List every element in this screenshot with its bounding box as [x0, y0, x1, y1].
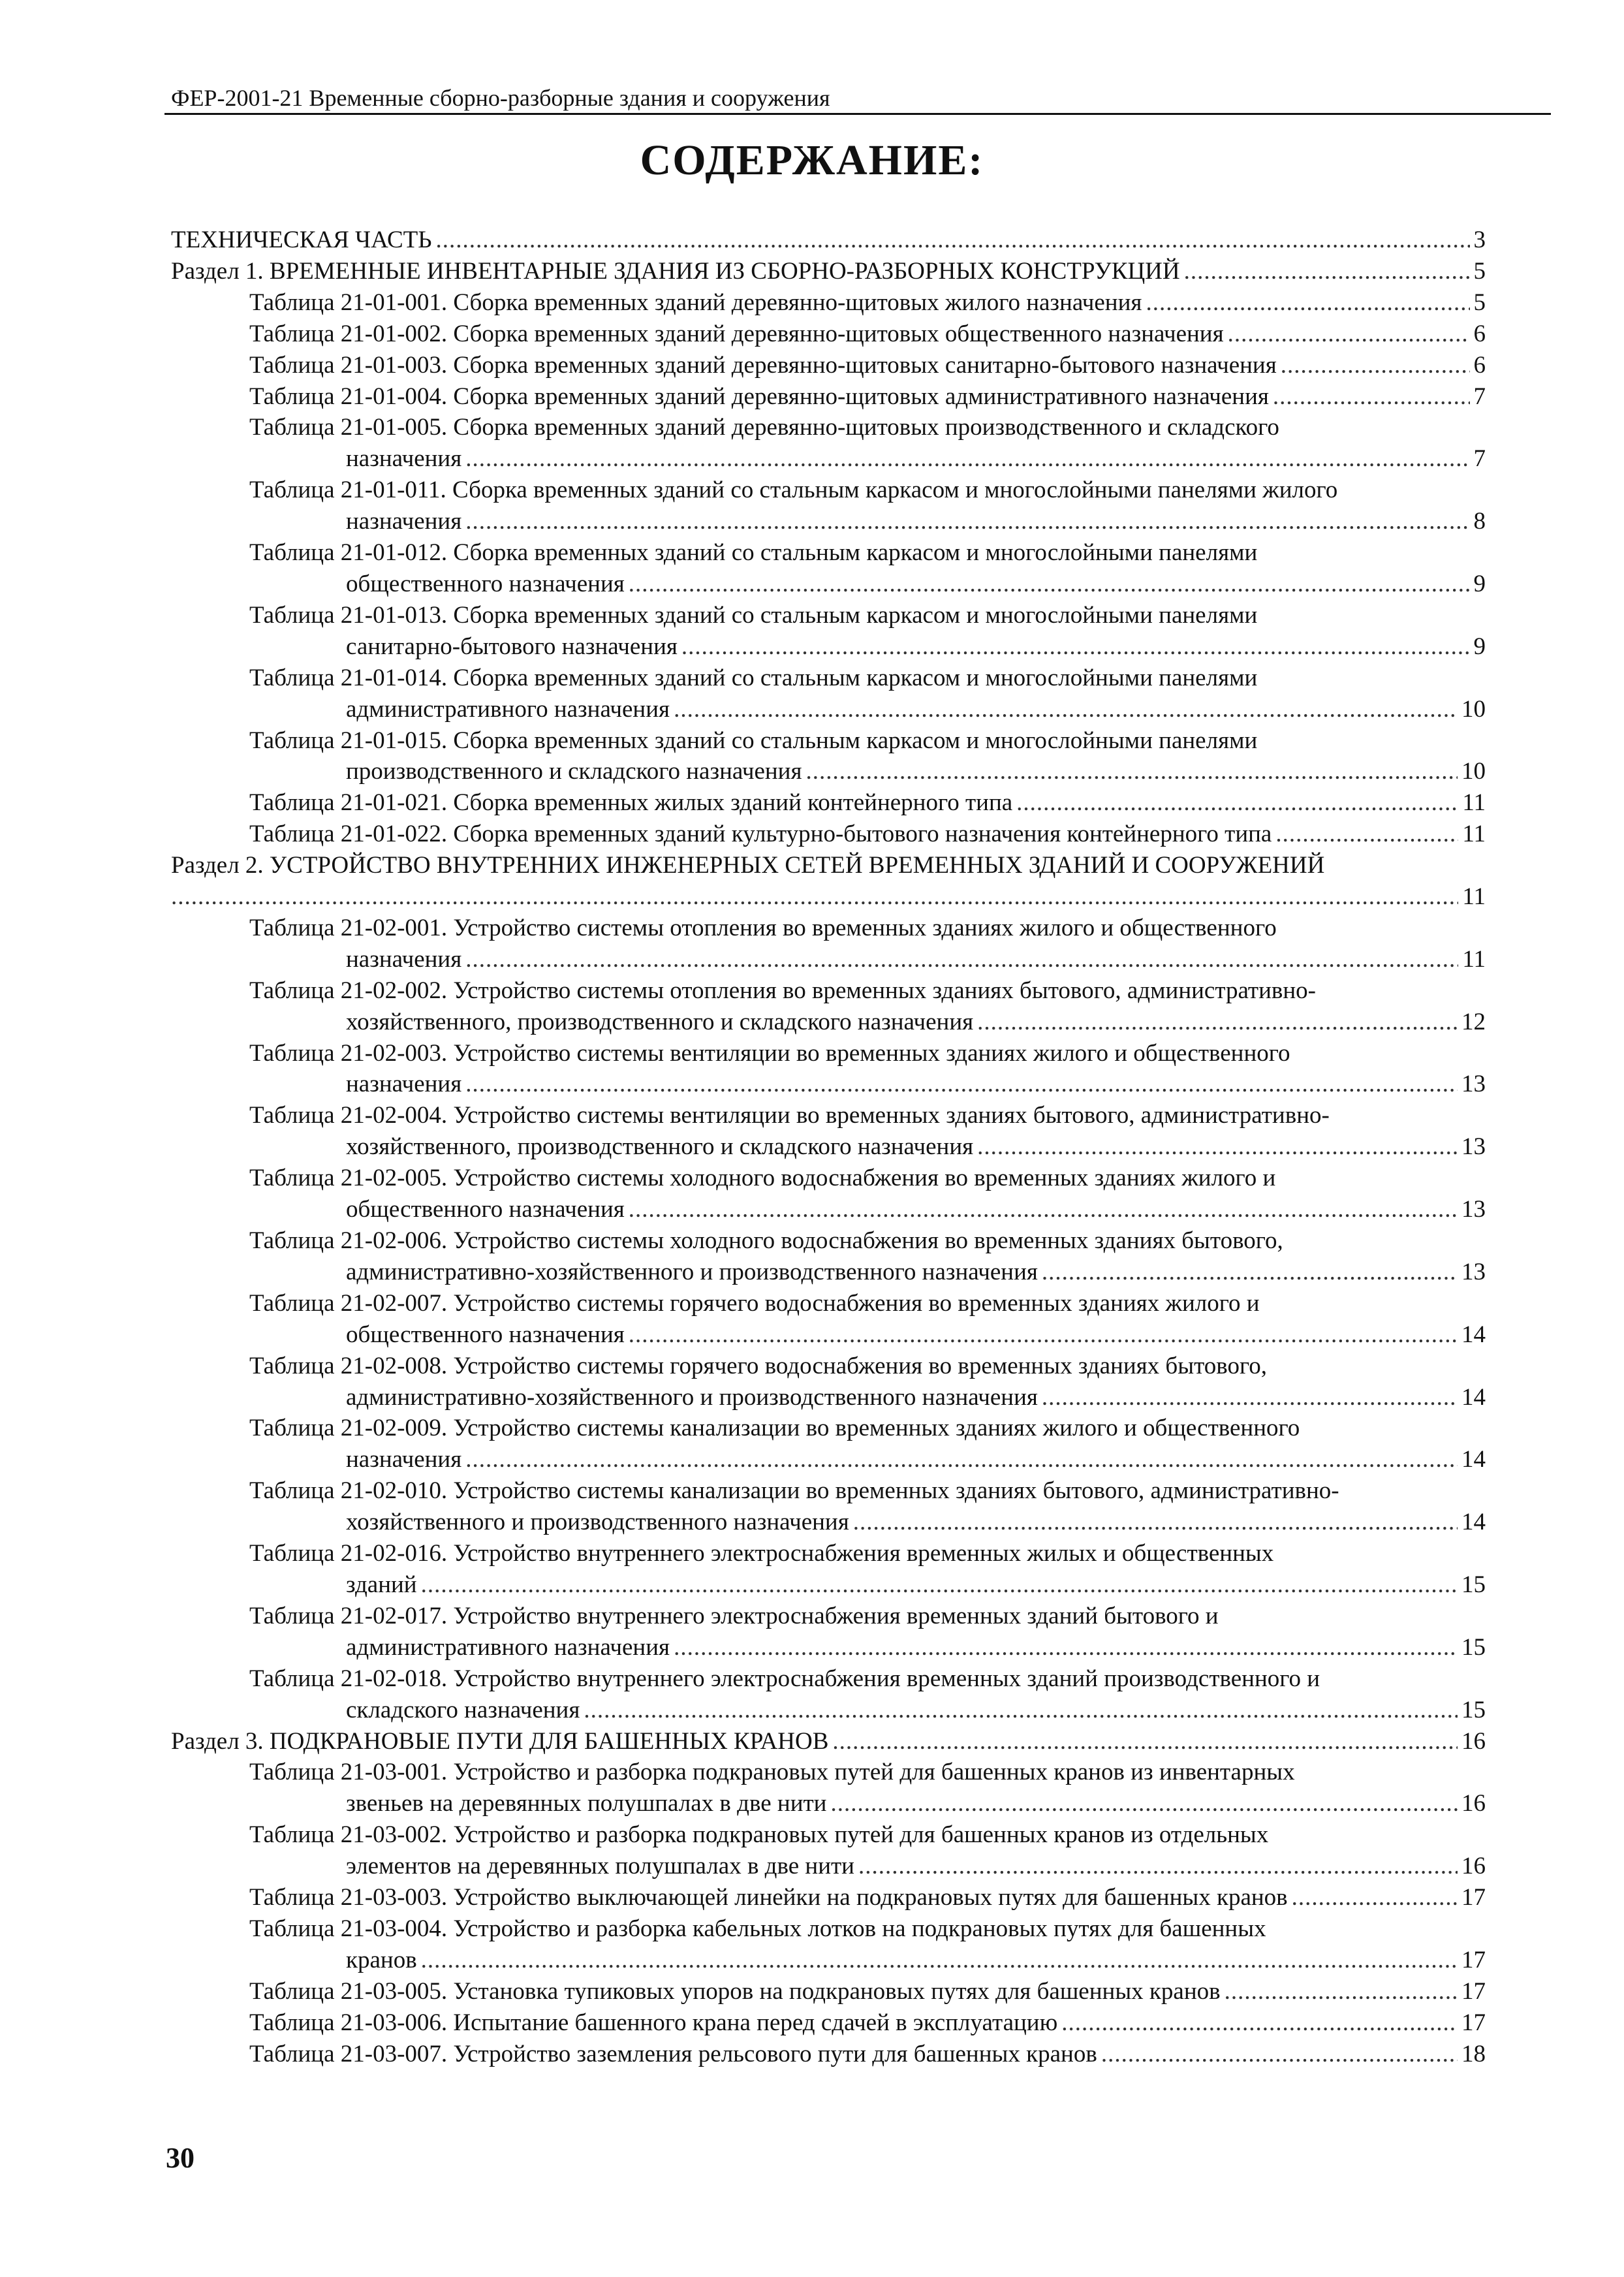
toc-table-entry-line — [171, 1632, 1486, 1663]
toc-table-entry-line — [171, 1475, 1486, 1507]
toc-page-number: 6 — [1473, 320, 1486, 347]
toc-entry-label: административного назначения — [346, 695, 670, 723]
toc-entry-label: Раздел 1. ВРЕМЕННЫЕ ИНВЕНТАРНЫЕ ЗДАНИЯ ИЗ СБОРНО-РАЗБОРНЫХ КОНСТРУКЦИЙ — [171, 257, 1180, 285]
toc-dot-leader — [465, 1069, 1458, 1100]
toc-table-entry-line — [171, 1819, 1486, 1851]
toc-entry-label: Таблица 21-02-009. Устройство системы канализации во временных зданиях жилого и общественного — [249, 1415, 1300, 1442]
toc-dot-leader — [1016, 787, 1458, 819]
toc-dot-leader — [1273, 381, 1470, 413]
toc-table-entry-line — [171, 1100, 1486, 1131]
toc-table-entry-line — [171, 725, 1486, 757]
toc-entry-label: складского назначения — [346, 1696, 580, 1723]
toc-entry-label: Таблица 21-02-001. Устройство системы отопления во временных зданиях жилого и общественного — [249, 914, 1277, 941]
toc-entry-label: Таблица 21-01-021. Сборка временных жилых зданий контейнерного типа — [249, 789, 1013, 817]
toc-entry-label: общественного назначения — [346, 570, 625, 597]
table-of-contents — [171, 225, 1486, 2069]
toc-table-entry-line — [171, 1038, 1486, 1069]
toc-dot-leader — [1042, 1257, 1458, 1288]
toc-page-number: 16 — [1461, 1790, 1486, 1817]
toc-entry-label: Таблица 21-03-005. Установка тупиковых упоров на подкрановых путях для башенных кранов — [249, 1977, 1221, 2005]
toc-entry-label: Таблица 21-02-006. Устройство системы холодного водоснабжения во временных зданиях бытового, — [249, 1227, 1283, 1254]
toc-entry-label: Таблица 21-01-013. Сборка временных зданий со стальным каркасом и многослойными панелями — [249, 601, 1258, 629]
toc-table-entry-line — [171, 1913, 1486, 1945]
toc-entry-label: Таблица 21-02-002. Устройство системы отопления во временных зданиях бытового, административно- — [249, 977, 1316, 1004]
page-number: 30 — [166, 2142, 195, 2174]
toc-table-entry-line — [171, 319, 1486, 350]
toc-dot-leader — [465, 1444, 1458, 1475]
toc-table-entry-line — [171, 537, 1486, 569]
toc-dot-leader — [629, 569, 1470, 600]
toc-page-number: 14 — [1461, 1383, 1486, 1411]
toc-page-number: 14 — [1461, 1321, 1486, 1348]
toc-page-number: 7 — [1473, 445, 1486, 473]
toc-entry-label: ТЕХНИЧЕСКАЯ ЧАСТЬ — [171, 227, 432, 253]
toc-table-entry-line — [171, 1351, 1486, 1382]
toc-entry-label: Таблица 21-01-014. Сборка временных зданий со стальным каркасом и многослойными панелями — [249, 664, 1258, 691]
toc-entry-label: звеньев на деревянных полушпалах в две нити — [346, 1790, 827, 1817]
toc-page-number: 14 — [1461, 1509, 1486, 1536]
toc-entry-label: Таблица 21-02-007. Устройство системы горячего водоснабжения во временных зданиях жилого и — [249, 1289, 1260, 1317]
toc-table-entry-line — [171, 1788, 1486, 1819]
toc-page-number: 13 — [1461, 1196, 1486, 1223]
toc-page-number: 12 — [1461, 1008, 1486, 1035]
toc-page-number: 15 — [1461, 1571, 1486, 1598]
toc-entry-label: Таблица 21-03-006. Испытание башенного крана перед сдачей в эксплуатацию — [249, 2009, 1058, 2036]
toc-entry-label: Раздел 2. УСТРОЙСТВО ВНУТРЕННИХ ИНЖЕНЕРНЫХ СЕТЕЙ ВРЕМЕННЫХ ЗДАНИЙ И СООРУЖЕНИЙ — [171, 852, 1325, 879]
toc-entry-label: общественного назначения — [346, 1196, 625, 1223]
toc-entry-label: Таблица 21-02-005. Устройство системы холодного водоснабжения во временных зданиях жилого и — [249, 1165, 1276, 1192]
toc-entry-label: кранов — [346, 1946, 417, 1973]
toc-dot-leader — [421, 1945, 1458, 1976]
toc-entry-label: хозяйственного, производственного и складского назначения — [346, 1008, 974, 1035]
toc-table-entry-line — [171, 2039, 1486, 2070]
toc-entry-label: назначения — [346, 945, 462, 973]
toc-entry-label: Таблица 21-03-003. Устройство выключающей линейки на подкрановых путях для башенных кранов — [249, 1884, 1288, 1911]
toc-dot-leader — [853, 1507, 1458, 1538]
toc-table-entry-line — [171, 1319, 1486, 1351]
toc-table-entry-line — [171, 569, 1486, 600]
toc-entry-label: Таблица 21-03-004. Устройство и разборка кабельных лотков на подкрановых путях для башенных — [249, 1915, 1266, 1942]
toc-dot-leader — [1292, 1882, 1458, 1913]
toc-entry-label: Таблица 21-03-001. Устройство и разборка подкрановых путей для башенных кранов из инвентарных — [249, 1759, 1295, 1786]
toc-table-entry-line — [171, 1069, 1486, 1100]
toc-table-entry-line — [171, 1382, 1486, 1413]
running-header: ФЕР-2001-21 Временные сборно-разборные здания и сооружения — [171, 85, 830, 111]
toc-entry-label: Таблица 21-02-010. Устройство системы канализации во временных зданиях бытового, административно- — [249, 1477, 1339, 1505]
toc-dot-leader — [171, 881, 1458, 913]
toc-dot-leader — [1275, 819, 1458, 850]
toc-entry-label: административно-хозяйственного и производственного назначения — [346, 1383, 1038, 1411]
toc-entry-label: производственного и складского назначения — [346, 758, 802, 785]
toc-table-entry-line — [171, 631, 1486, 663]
toc-table-entry-line — [171, 1507, 1486, 1538]
toc-section-entry-line — [171, 850, 1486, 881]
toc-page-number: 5 — [1473, 289, 1486, 316]
toc-entry-label: Таблица 21-02-017. Устройство внутреннего электроснабжения временных зданий бытового и — [249, 1602, 1219, 1629]
toc-page-number: 13 — [1461, 1258, 1486, 1285]
header-rule — [164, 113, 1551, 115]
toc-page-number: 11 — [1462, 883, 1486, 911]
toc-entry-label: хозяйственного и производственного назначения — [346, 1509, 849, 1536]
toc-table-entry-line — [171, 944, 1486, 975]
toc-table-entry-line — [171, 819, 1486, 850]
toc-page-number: 14 — [1461, 1446, 1486, 1473]
toc-table-entry-line — [171, 412, 1486, 443]
toc-dot-leader — [1281, 350, 1470, 381]
toc-page-number: 17 — [1461, 2009, 1486, 2036]
toc-page-number: 18 — [1461, 2040, 1486, 2067]
toc-dot-leader — [977, 1007, 1458, 1038]
toc-entry-label: общественного назначения — [346, 1321, 625, 1348]
toc-entry-label: Таблица 21-02-008. Устройство системы горячего водоснабжения во временных зданиях бытового, — [249, 1352, 1267, 1379]
toc-page-number: 8 — [1473, 508, 1486, 535]
toc-section-entry-line — [171, 881, 1486, 913]
toc-table-entry-line — [171, 1194, 1486, 1225]
toc-page-number: 11 — [1462, 945, 1486, 973]
toc-page-number: 5 — [1473, 257, 1486, 285]
toc-dot-leader — [629, 1319, 1458, 1351]
toc-table-entry-line — [171, 1851, 1486, 1882]
toc-table-entry-line — [171, 381, 1486, 413]
toc-dot-leader — [1061, 2007, 1458, 2039]
toc-page-number: 11 — [1462, 789, 1486, 817]
toc-entry-label: административного назначения — [346, 1633, 670, 1661]
toc-dot-leader — [681, 631, 1470, 663]
toc-dot-leader — [832, 1726, 1458, 1757]
toc-page-number: 13 — [1461, 1133, 1486, 1161]
toc-table-entry-line — [171, 1882, 1486, 1913]
toc-table-entry-line — [171, 1945, 1486, 1976]
toc-entry-label: Таблица 21-01-005. Сборка временных зданий деревянно-щитовых производственного и складского — [249, 414, 1279, 441]
toc-table-entry-line — [171, 600, 1486, 631]
toc-entry-label: Таблица 21-01-004. Сборка временных зданий деревянно-щитовых административного назначения — [249, 383, 1269, 410]
toc-table-entry-line — [171, 1444, 1486, 1475]
toc-table-entry-line — [171, 1538, 1486, 1569]
toc-page-number: 9 — [1473, 570, 1486, 597]
toc-dot-leader — [421, 1569, 1458, 1601]
page-title: СОДЕРЖАНИЕ: — [640, 136, 984, 184]
toc-entry-label: Таблица 21-01-015. Сборка временных зданий со стальным каркасом и многослойными панелями — [249, 727, 1258, 754]
toc-table-entry-line — [171, 694, 1486, 725]
toc-dot-leader — [1184, 256, 1470, 287]
toc-table-entry-line — [171, 1413, 1486, 1444]
toc-entry-label: назначения — [346, 445, 462, 473]
toc-table-entry-line — [171, 1131, 1486, 1163]
toc-page-number: 10 — [1461, 758, 1486, 785]
toc-table-entry-line — [171, 443, 1486, 475]
toc-dot-leader — [977, 1131, 1458, 1163]
toc-entry-label: Таблица 21-01-011. Сборка временных зданий со стальным каркасом и многослойными панелями жилого — [249, 477, 1338, 504]
toc-entry-label: Таблица 21-02-016. Устройство внутреннего электроснабжения временных жилых и общественных — [249, 1540, 1274, 1567]
toc-page-number: 17 — [1461, 1946, 1486, 1973]
toc-entry-label: хозяйственного, производственного и складского назначения — [346, 1133, 974, 1161]
toc-page-number: 13 — [1461, 1071, 1486, 1098]
toc-entry-label: Таблица 21-02-003. Устройство системы вентиляции во временных зданиях жилого и общественного — [249, 1039, 1290, 1067]
toc-dot-leader — [830, 1788, 1458, 1819]
toc-table-entry-line — [171, 756, 1486, 787]
toc-entry-label: назначения — [346, 1446, 462, 1473]
toc-section-entry-line — [171, 1726, 1486, 1757]
toc-entry-label: Таблица 21-01-012. Сборка временных зданий со стальным каркасом и многослойными панелями — [249, 539, 1258, 567]
toc-table-entry-line — [171, 1569, 1486, 1601]
toc-entry-label: административно-хозяйственного и производственного назначения — [346, 1258, 1038, 1285]
toc-page-number: 16 — [1461, 1727, 1486, 1755]
toc-dot-leader — [674, 1632, 1458, 1663]
toc-dot-leader — [1042, 1382, 1458, 1413]
toc-page-number: 10 — [1461, 695, 1486, 723]
toc-table-entry-line — [171, 1976, 1486, 2007]
toc-table-entry-line — [171, 1601, 1486, 1632]
toc-table-entry-line — [171, 287, 1486, 319]
toc-table-entry-line — [171, 1225, 1486, 1257]
toc-dot-leader — [1146, 287, 1469, 319]
toc-entry-label: Таблица 21-02-018. Устройство внутреннего электроснабжения временных зданий производственного и — [249, 1665, 1320, 1692]
toc-page-number: 17 — [1461, 1977, 1486, 2005]
toc-table-entry-line — [171, 975, 1486, 1007]
toc-entry-label: элементов на деревянных полушпалах в две нити — [346, 1853, 854, 1880]
toc-dot-leader — [805, 756, 1458, 787]
toc-table-entry-line — [171, 1663, 1486, 1695]
toc-dot-leader — [584, 1695, 1458, 1726]
toc-dot-leader — [629, 1194, 1458, 1225]
toc-entry-label: зданий — [346, 1571, 417, 1598]
toc-table-entry-line — [171, 475, 1486, 506]
toc-table-entry-line — [171, 913, 1486, 944]
toc-table-entry-line — [171, 506, 1486, 537]
toc-table-entry-line — [171, 663, 1486, 694]
toc-dot-leader — [1225, 1976, 1458, 2007]
toc-dot-leader — [435, 225, 1469, 256]
toc-page-number: 11 — [1462, 821, 1486, 848]
toc-dot-leader — [1101, 2039, 1458, 2070]
toc-table-entry-line — [171, 1757, 1486, 1788]
toc-dot-leader — [465, 944, 1458, 975]
toc-page-number: 15 — [1461, 1633, 1486, 1661]
toc-entry-label: Таблица 21-03-002. Устройство и разборка подкрановых путей для башенных кранов из отдельных — [249, 1821, 1269, 1849]
toc-entry-label: Раздел 3. ПОДКРАНОВЫЕ ПУТИ ДЛЯ БАШЕННЫХ КРАНОВ — [171, 1727, 829, 1755]
toc-table-entry-line — [171, 1288, 1486, 1319]
toc-section-entry-line — [171, 225, 1486, 256]
toc-entry-label: Таблица 21-03-007. Устройство заземления рельсового пути для башенных кранов — [249, 2040, 1097, 2067]
toc-page-number: 3 — [1473, 227, 1486, 253]
toc-table-entry-line — [171, 787, 1486, 819]
toc-dot-leader — [674, 694, 1458, 725]
toc-table-entry-line — [171, 1695, 1486, 1726]
toc-section-entry-line — [171, 256, 1486, 287]
toc-entry-label: Таблица 21-01-002. Сборка временных зданий деревянно-щитовых общественного назначения — [249, 320, 1224, 347]
toc-page-number: 6 — [1473, 351, 1486, 379]
toc-entry-label: санитарно-бытового назначения — [346, 633, 678, 660]
toc-page-number: 7 — [1473, 383, 1486, 410]
toc-table-entry-line — [171, 1163, 1486, 1194]
toc-entry-label: Таблица 21-01-003. Сборка временных зданий деревянно-щитовых санитарно-бытового назначения — [249, 351, 1277, 379]
toc-table-entry-line — [171, 1257, 1486, 1288]
toc-dot-leader — [465, 506, 1469, 537]
toc-page-number: 9 — [1473, 633, 1486, 660]
toc-entry-label: Таблица 21-01-001. Сборка временных зданий деревянно-щитовых жилого назначения — [249, 289, 1142, 316]
toc-entry-label: назначения — [346, 1071, 462, 1098]
toc-dot-leader — [1228, 319, 1470, 350]
toc-entry-label: Таблица 21-01-022. Сборка временных зданий культурно-бытового назначения контейнерного типа — [249, 821, 1272, 848]
toc-table-entry-line — [171, 1007, 1486, 1038]
toc-dot-leader — [858, 1851, 1458, 1882]
toc-entry-label: назначения — [346, 508, 462, 535]
toc-table-entry-line — [171, 2007, 1486, 2039]
toc-page-number: 15 — [1461, 1696, 1486, 1723]
toc-entry-label: Таблица 21-02-004. Устройство системы вентиляции во временных зданиях бытового, административно- — [249, 1102, 1330, 1129]
toc-table-entry-line — [171, 350, 1486, 381]
toc-dot-leader — [465, 443, 1469, 475]
toc-page-number: 17 — [1461, 1884, 1486, 1911]
toc-page-number: 16 — [1461, 1853, 1486, 1880]
